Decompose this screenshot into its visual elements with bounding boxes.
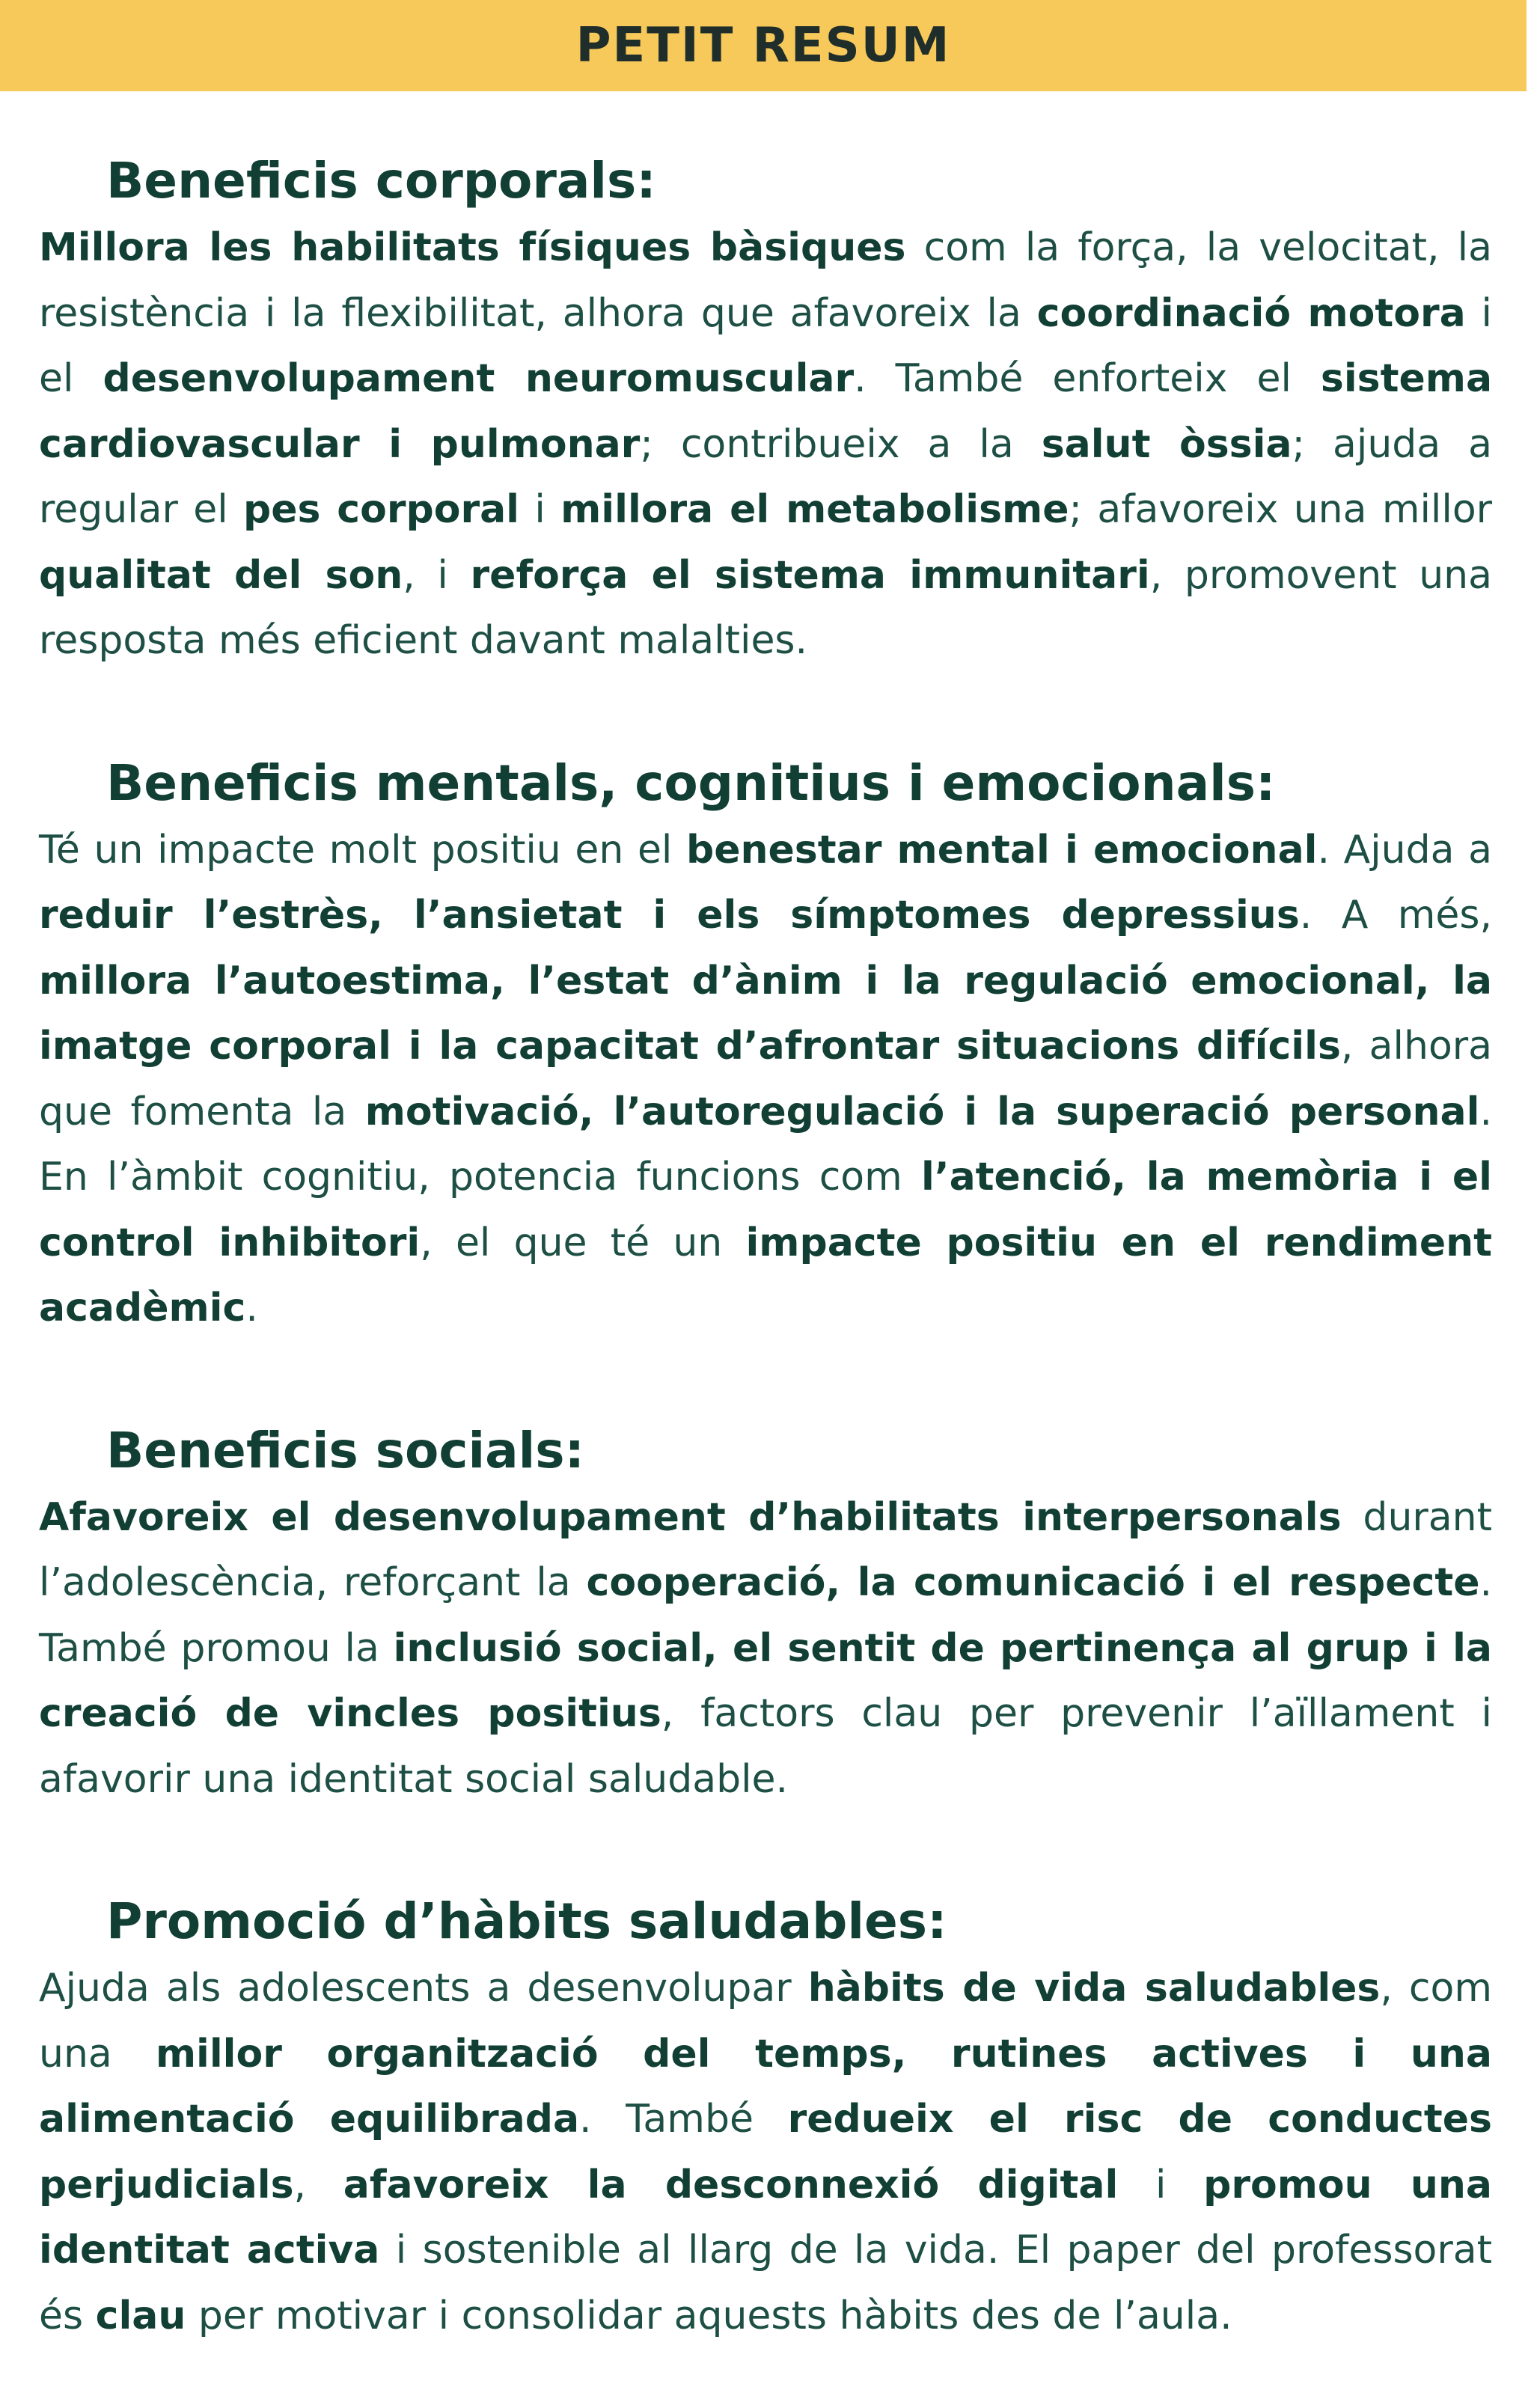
text-run: , promovent una resposta més eficient davant malalties.	[39, 552, 1492, 663]
section-heading: Beneficis socials:	[106, 1421, 584, 1479]
bold-text-run: redueix el risc de conductes perjudicials	[39, 2097, 1492, 2207]
bold-text-run: promou una identitat activa	[39, 2162, 1492, 2273]
text-run: com la força, la velocitat, la resistència i la flexibilitat, alhora que afavoreix la	[39, 225, 1492, 336]
text-run: , i	[403, 552, 471, 598]
bold-text-run: cooperació, la comunicació i el respecte	[586, 1560, 1480, 1605]
text-run: i sostenible al llarg de la vida. El paper del professorat és	[39, 2228, 1492, 2338]
bold-text-run: inclusió social, el sentit de pertinença al grup i la creació de vincles positius	[39, 1625, 1493, 1736]
section-beneficis-mentals	[39, 749, 1492, 1342]
section-body	[39, 1485, 1492, 1813]
section-beneficis-corporals	[39, 147, 1492, 674]
text-run: . També	[579, 2097, 788, 2142]
text-run: , el que té un	[420, 1220, 746, 1265]
bold-text-run: impacte positiu en el rendiment acadèmic	[39, 1220, 1493, 1330]
text-run: ; contribueix a la	[640, 421, 1042, 467]
section-promocio-habits	[39, 1887, 1492, 2349]
section-body	[39, 216, 1492, 674]
text-run: . A més,	[1299, 893, 1492, 938]
text-run: Té un impacte molt positiu en el	[39, 827, 687, 873]
bold-text-run: coordinació motora	[1036, 290, 1466, 336]
bold-text-run: reforça el sistema immunitari	[470, 552, 1150, 598]
bold-text-run: clau	[95, 2293, 186, 2338]
section-body	[39, 818, 1492, 1342]
text-run: . Ajuda a	[1317, 827, 1492, 873]
text-run: durant l’adolescència, reforçant la	[39, 1494, 1492, 1605]
section-heading: Promoció d’hàbits saludables:	[106, 1892, 947, 1950]
text-run: . També enforteix el	[854, 356, 1321, 401]
bold-text-run: hàbits de vida saludables	[807, 1966, 1381, 2011]
bold-text-run: l’atenció, la memòria i el control inhibitori	[39, 1155, 1492, 1265]
bold-text-run: millora l’autoestima, l’estat d’ànim i la regulació emocional, la imatge corporal i la capacitat d’afrontar situacions difícils	[39, 958, 1492, 1069]
bold-text-run: pes corporal	[242, 487, 520, 532]
bold-text-run: millor organització del temps, rutines actives i una alimentació equilibrada	[39, 2031, 1492, 2142]
text-run: , factors clau per prevenir l’aïllament i afavorir una identitat social saludable.	[39, 1691, 1493, 1802]
text-run: ; ajuda a regular el	[39, 421, 1493, 532]
bold-text-run: Millora les habilitats físiques bàsiques	[39, 225, 906, 270]
section-heading: Beneficis mentals, cognitius i emocionals:	[106, 754, 1276, 812]
text-run: i	[519, 487, 561, 532]
bold-text-run: sistema cardiovascular i pulmonar	[39, 356, 1493, 467]
section-heading: Beneficis corporals:	[106, 152, 656, 210]
title-banner	[0, 0, 1527, 91]
text-run: . En l’àmbit cognitiu, potencia funcions com	[39, 1089, 1492, 1200]
section-beneficis-socials	[39, 1417, 1492, 1813]
bold-text-run: motivació, l’autoregulació i la superació personal	[364, 1089, 1480, 1134]
bold-text-run: qualitat del son	[39, 552, 403, 598]
summary-content	[39, 147, 1492, 2349]
bold-text-run: reduir l’estrès, l’ansietat i els símptomes depressius	[39, 893, 1300, 938]
text-run: i el	[39, 290, 1492, 401]
bold-text-run: millora el metabolisme	[560, 487, 1069, 532]
text-run: , alhora que fomenta la	[39, 1024, 1492, 1134]
text-run: ; afavoreix una millor	[1069, 487, 1493, 532]
text-run: ,	[293, 2162, 343, 2207]
text-run: .	[245, 1286, 258, 1330]
text-run: . També promou la	[39, 1560, 1492, 1671]
text-run: i	[1118, 2162, 1204, 2207]
page-title: PETIT RESUM	[575, 18, 951, 73]
bold-text-run: desenvolupament neuromuscular	[103, 356, 855, 401]
bold-text-run: afavoreix la desconnexió digital	[343, 2162, 1119, 2207]
text-run: Ajuda als adolescents a desenvolupar	[39, 1966, 808, 2011]
text-run: , com una	[39, 1966, 1492, 2077]
bold-text-run: salut òssia	[1041, 421, 1292, 467]
bold-text-run: benestar mental i emocional	[686, 827, 1318, 873]
bold-text-run: Afavoreix el desenvolupament d’habilitats interpersonals	[39, 1494, 1342, 1540]
section-body	[39, 1956, 1492, 2349]
text-run: per motivar i consolidar aquests hàbits des de l’aula.	[186, 2293, 1232, 2338]
